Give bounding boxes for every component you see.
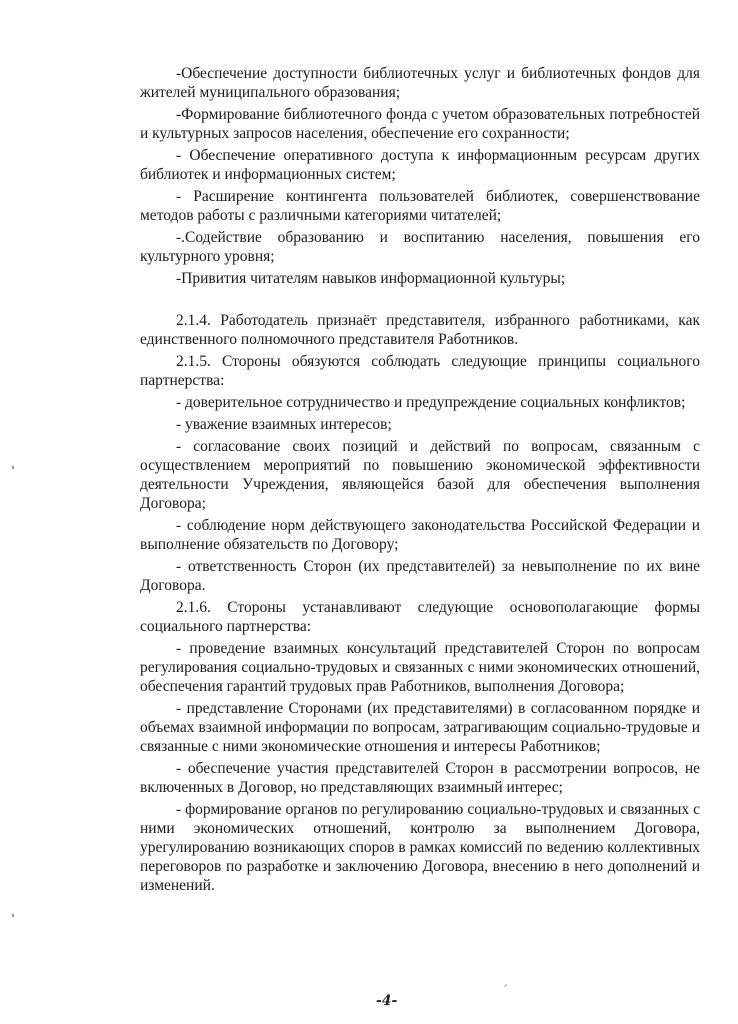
section-2-1-5-intro: 2.1.5. Стороны обязуются соблюдать следующие принципы социального партнерства: xyxy=(140,353,700,389)
principle-item: - доверительное сотрудничество и предупреждение социальных конфликтов; xyxy=(176,394,686,411)
section-2-1-6-intro: 2.1.6. Стороны устанавливают следующие основополагающие формы социального партнерства: xyxy=(140,599,700,635)
form-item: - обеспечение участия представителей Сторон в рассмотрении вопросов, не включенных в Договор, но представляющих взаимный интерес; xyxy=(140,760,700,796)
list-item: -Формирование библиотечного фонда с учетом образовательных потребностей и культурных запросов населения, обеспечение его сохранности; xyxy=(140,106,700,142)
list-item: - Расширение контингента пользователей библиотек, совершенствование методов работы с различными категориями читателей; xyxy=(140,188,700,224)
scan-speck xyxy=(504,984,507,987)
form-item: - представление Сторонами (их представителями) в согласованном порядке и объемах взаимной информации по вопросам, затрагивающим социально-трудовые и связанные с ними экономические отношения и интересы Работников; xyxy=(140,700,700,755)
scan-speck xyxy=(12,466,14,469)
scan-speck xyxy=(12,914,14,917)
principle-item: - ответственность Сторон (их представителей) за невыполнение по их вине Договора. xyxy=(140,558,700,594)
list-item: -Обеспечение доступности библиотечных услуг и библиотечных фондов для жителей муниципального образования; xyxy=(140,65,700,101)
list-item: - Обеспечение оперативного доступа к информационным ресурсам других библиотек и информационных систем; xyxy=(140,147,700,183)
list-item: -Привития читателям навыков информационной культуры; xyxy=(176,270,566,287)
principle-item: - согласование своих позиций и действий по вопросам, связанным с осуществлением мероприятий по повышению экономической эффективности деятельности Учреждения, являющейся базой для обеспечения выполнения Договора; xyxy=(140,438,700,512)
form-item: - формирование органов по регулированию социально-трудовых и связанных с ними экономических отношений, контролю за выполнением Договора, урегулированию возникающих споров в рамках комиссий по ведению коллективных переговоров по разработке и заключению Договора, внесению в него дополнений и изменений. xyxy=(140,801,700,894)
page-number: -4- xyxy=(376,993,398,1009)
principle-item: - соблюдение норм действующего законодательства Российской Федерации и выполнение обязательств по Договору; xyxy=(140,517,700,553)
section-2-1-4: 2.1.4. Работодатель признаёт представителя, избранного работниками, как единственного полномочного представителя Работников. xyxy=(140,312,700,348)
principle-item: - уважение взаимных интересов; xyxy=(176,416,392,433)
document-body xyxy=(140,64,700,898)
form-item: - проведение взаимных консультаций представителей Сторон по вопросам регулирования социально-трудовых и связанных с ними экономических отношений, обеспечения гарантий трудовых прав Работников, выполнения Договора; xyxy=(140,640,700,695)
list-item: -.Содействие образованию и воспитанию населения, повышения его культурного уровня; xyxy=(140,229,700,265)
paragraph-gap xyxy=(140,291,700,311)
